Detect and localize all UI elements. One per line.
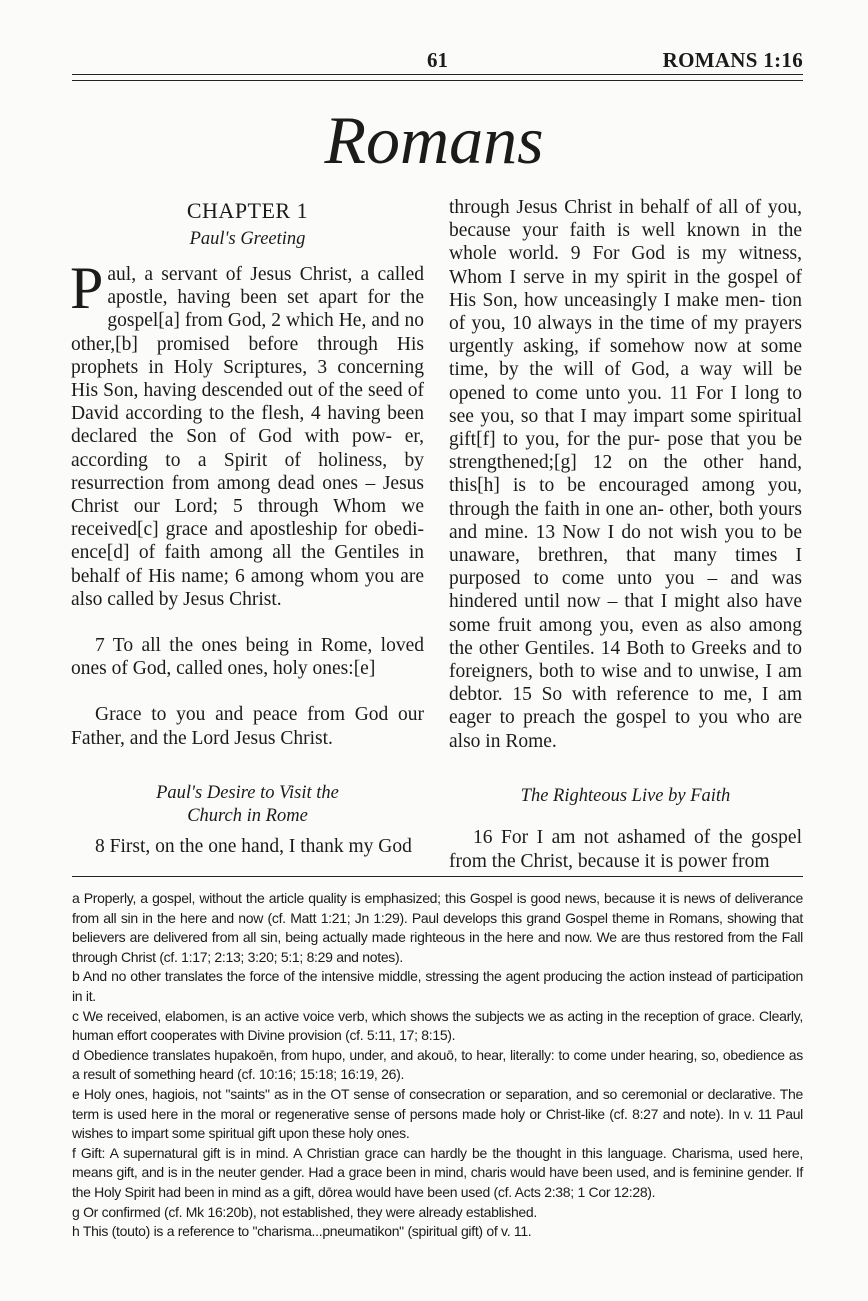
header-rule xyxy=(72,74,803,81)
verse-text: prophets in Holy Scriptures, 3 concerning xyxy=(71,356,424,378)
verse-text: 8 First, on the one hand, I thank my God xyxy=(95,835,412,857)
footnote-f: f Gift: A supernatural gift is in mind. A Christian grace can hardly be the thought in this language. Charisma, used here, means gift, and is in the neuter gender. Had a grace been in mind, charis would have been used, and is feminine gender. If the Holy Spirit had been in mind as a gift, dōrea would have been used (cf. Acts 2:38; 1 Cor 12:28). xyxy=(72,1144,803,1200)
section-gap xyxy=(449,753,802,785)
footnote-a: a Properly, a gospel, without the article quality is emphasized; this Gospel is good news, because it is news of deliverance from all sin in the here and now (cf. Matt 1:21; Jn 1:29). Paul develops this grand Gospel theme in Romans, showing that believers are delivered from all sin, being actually made righteous in the here and now. We are thus restored from the Fall through Christ (cf. 1:17; 2:13; 3:20; 5:1; 8:29 and notes). xyxy=(72,890,803,965)
verse-text: Jesus Christ our Lord; 5 through Whom we xyxy=(71,472,425,518)
verse-text: through Jesus Christ in behalf of all of xyxy=(449,197,762,218)
verse-text: 16 For I am not ashamed of the gospel xyxy=(473,827,802,849)
verse-text: at some time, by the will of God, a way xyxy=(449,336,803,381)
verse-text: ence[d] of faith among all the Gentiles in xyxy=(71,542,424,564)
verse-text: prayers urgently asking, if somehow now xyxy=(449,313,803,358)
verse-text: Whom I serve in my spirit in the gospel of xyxy=(449,266,802,288)
verse-text: the whole world. 9 For God is my witness, xyxy=(449,220,802,265)
paragraph-greeting xyxy=(70,255,425,611)
paragraph-gap xyxy=(71,611,424,634)
verse-text: long to see you, so that I may impart xyxy=(449,382,803,427)
footnote-e: e Holy ones, hagiois, not "saints" as in the OT sense of consecration or separation, and so ceremonial or declarative. The term is used here in the moral or regenerative sense of persons made holy or Christ-like (cf. 8:27 and note). In v. 11 Paul wishes to impart some spiritual gift upon these holy ones. xyxy=(72,1085,803,1142)
paragraph-not-ashamed xyxy=(449,826,802,872)
verse-text: Grace to you and peace from God our xyxy=(95,704,424,726)
page-number: 61 xyxy=(427,48,448,72)
verse-text: from the Christ, because it is power from xyxy=(449,850,770,872)
section-heading-greeting: Paul's Greeting xyxy=(189,229,306,249)
footnote-b: b And no other translates the force of the intensive middle, stressing the agent producing the action instead of participation in it. xyxy=(72,968,803,1004)
footnote-d: d Obedience translates hupakoēn, from hupo, under, and akouō, to hear, literally: to come under hearing, so, obedience as a result of something heard (cf. 10:16; 15:18; 16:19, 26). xyxy=(72,1046,803,1083)
verse-text: even as also among the other Gentiles. xyxy=(449,614,803,659)
verse-text: received[c] grace and apostleship for obedi- xyxy=(71,519,424,541)
verse-text: the other hand, this[h] is to be encouraged xyxy=(449,452,802,497)
verse-text: no other,[b] promised before through His xyxy=(71,310,425,355)
footnote-rule xyxy=(72,876,803,877)
verse-text: among you, through the faith in one an- xyxy=(449,475,803,520)
verse-text: His Son, having descended out of the seed xyxy=(71,380,403,402)
verse-text: pose that you be strengthened;[g] 12 on xyxy=(449,429,803,474)
footnote-c: c We received, elabomen, is an active voice verb, which shows the subjects we as acting in the reception of grace. Clearly, human effort cooperates with Divine provision (cf. 5:11, 17; 8:15). xyxy=(72,1007,803,1044)
footnotes xyxy=(72,889,803,1242)
paragraph-blessing xyxy=(71,703,424,749)
verse-text: that many times I purposed to come unto xyxy=(449,545,802,590)
book-title: Romans xyxy=(324,102,544,178)
left-column xyxy=(71,196,424,858)
verse-text: apostle, having been set apart for xyxy=(107,287,391,309)
verse-text: ones of God, called ones, holy ones:[e] xyxy=(71,658,376,680)
verse-text: wise and to unwise, I am debtor. 15 So with xyxy=(449,661,802,706)
section-heading-faith: The Righteous Live by Faith xyxy=(520,785,731,806)
section-heading-desire: Paul's Desire to Visit the Church in Rome xyxy=(156,782,339,827)
verse-text: of David according to the flesh, 4 having xyxy=(71,380,425,425)
verse-text: His Son, how unceasingly I make men- xyxy=(449,289,766,311)
verse-text: you, because your faith is well known in xyxy=(449,197,802,242)
verse-text: I might also have some fruit among you, xyxy=(449,591,803,636)
paragraph-prayer xyxy=(449,196,802,753)
verse-text: 7 To all the ones being in Rome, loved xyxy=(95,635,424,657)
verse-text: 14 Both to Greeks and to foreigners, both to xyxy=(449,637,803,683)
verse-text: the gospel[a] from God, 2 which He, and xyxy=(107,287,424,332)
chapter-heading: CHAPTER 1 xyxy=(186,198,309,223)
section-gap xyxy=(71,750,424,782)
verse-text: behalf of His name; 6 among whom you xyxy=(71,565,395,587)
verse-text: some spiritual gift[f] to you, for the pur- xyxy=(449,405,803,451)
verse-text: reference to me, I am eager to preach the xyxy=(449,684,802,729)
verse-text: will be opened to come unto you. 11 For I xyxy=(449,359,802,404)
verse-text: are also called by Jesus Christ. xyxy=(71,565,425,610)
running-head: ROMANS 1:16 xyxy=(662,48,803,72)
verse-text: resurrection from among dead ones – xyxy=(71,472,376,494)
verse-text: been declared the Son of God with pow- xyxy=(71,403,425,448)
paragraph-address xyxy=(71,634,424,680)
verse-text: Father, and the Lord Jesus Christ. xyxy=(71,727,333,749)
drop-cap: P xyxy=(70,255,104,321)
verse-text: tion of you, 10 always in the time of my xyxy=(449,289,802,335)
verse-text: other, both yours and mine. 13 Now I do xyxy=(449,498,802,543)
footnote-h: h This (touto) is a reference to "charisma...pneumatikon" (spiritual gift) of v. 11. xyxy=(72,1223,532,1240)
right-column xyxy=(449,196,802,873)
verse-text: er, according to a Spirit of holiness, by xyxy=(71,426,424,471)
verse-text: aul, a servant of Jesus Christ, a called xyxy=(107,264,424,285)
paragraph-thanks xyxy=(71,835,424,858)
verse-text: you – and was hindered until now – that xyxy=(449,568,802,613)
verse-text: not wish you to be unaware, brethren, xyxy=(449,521,802,567)
page-header xyxy=(72,44,803,74)
verse-text: gospel to you who are also in Rome. xyxy=(449,707,802,752)
footnote-g: g Or confirmed (cf. Mk 16:20b), not established, they were already established. xyxy=(72,1203,537,1220)
paragraph-gap xyxy=(71,680,424,703)
